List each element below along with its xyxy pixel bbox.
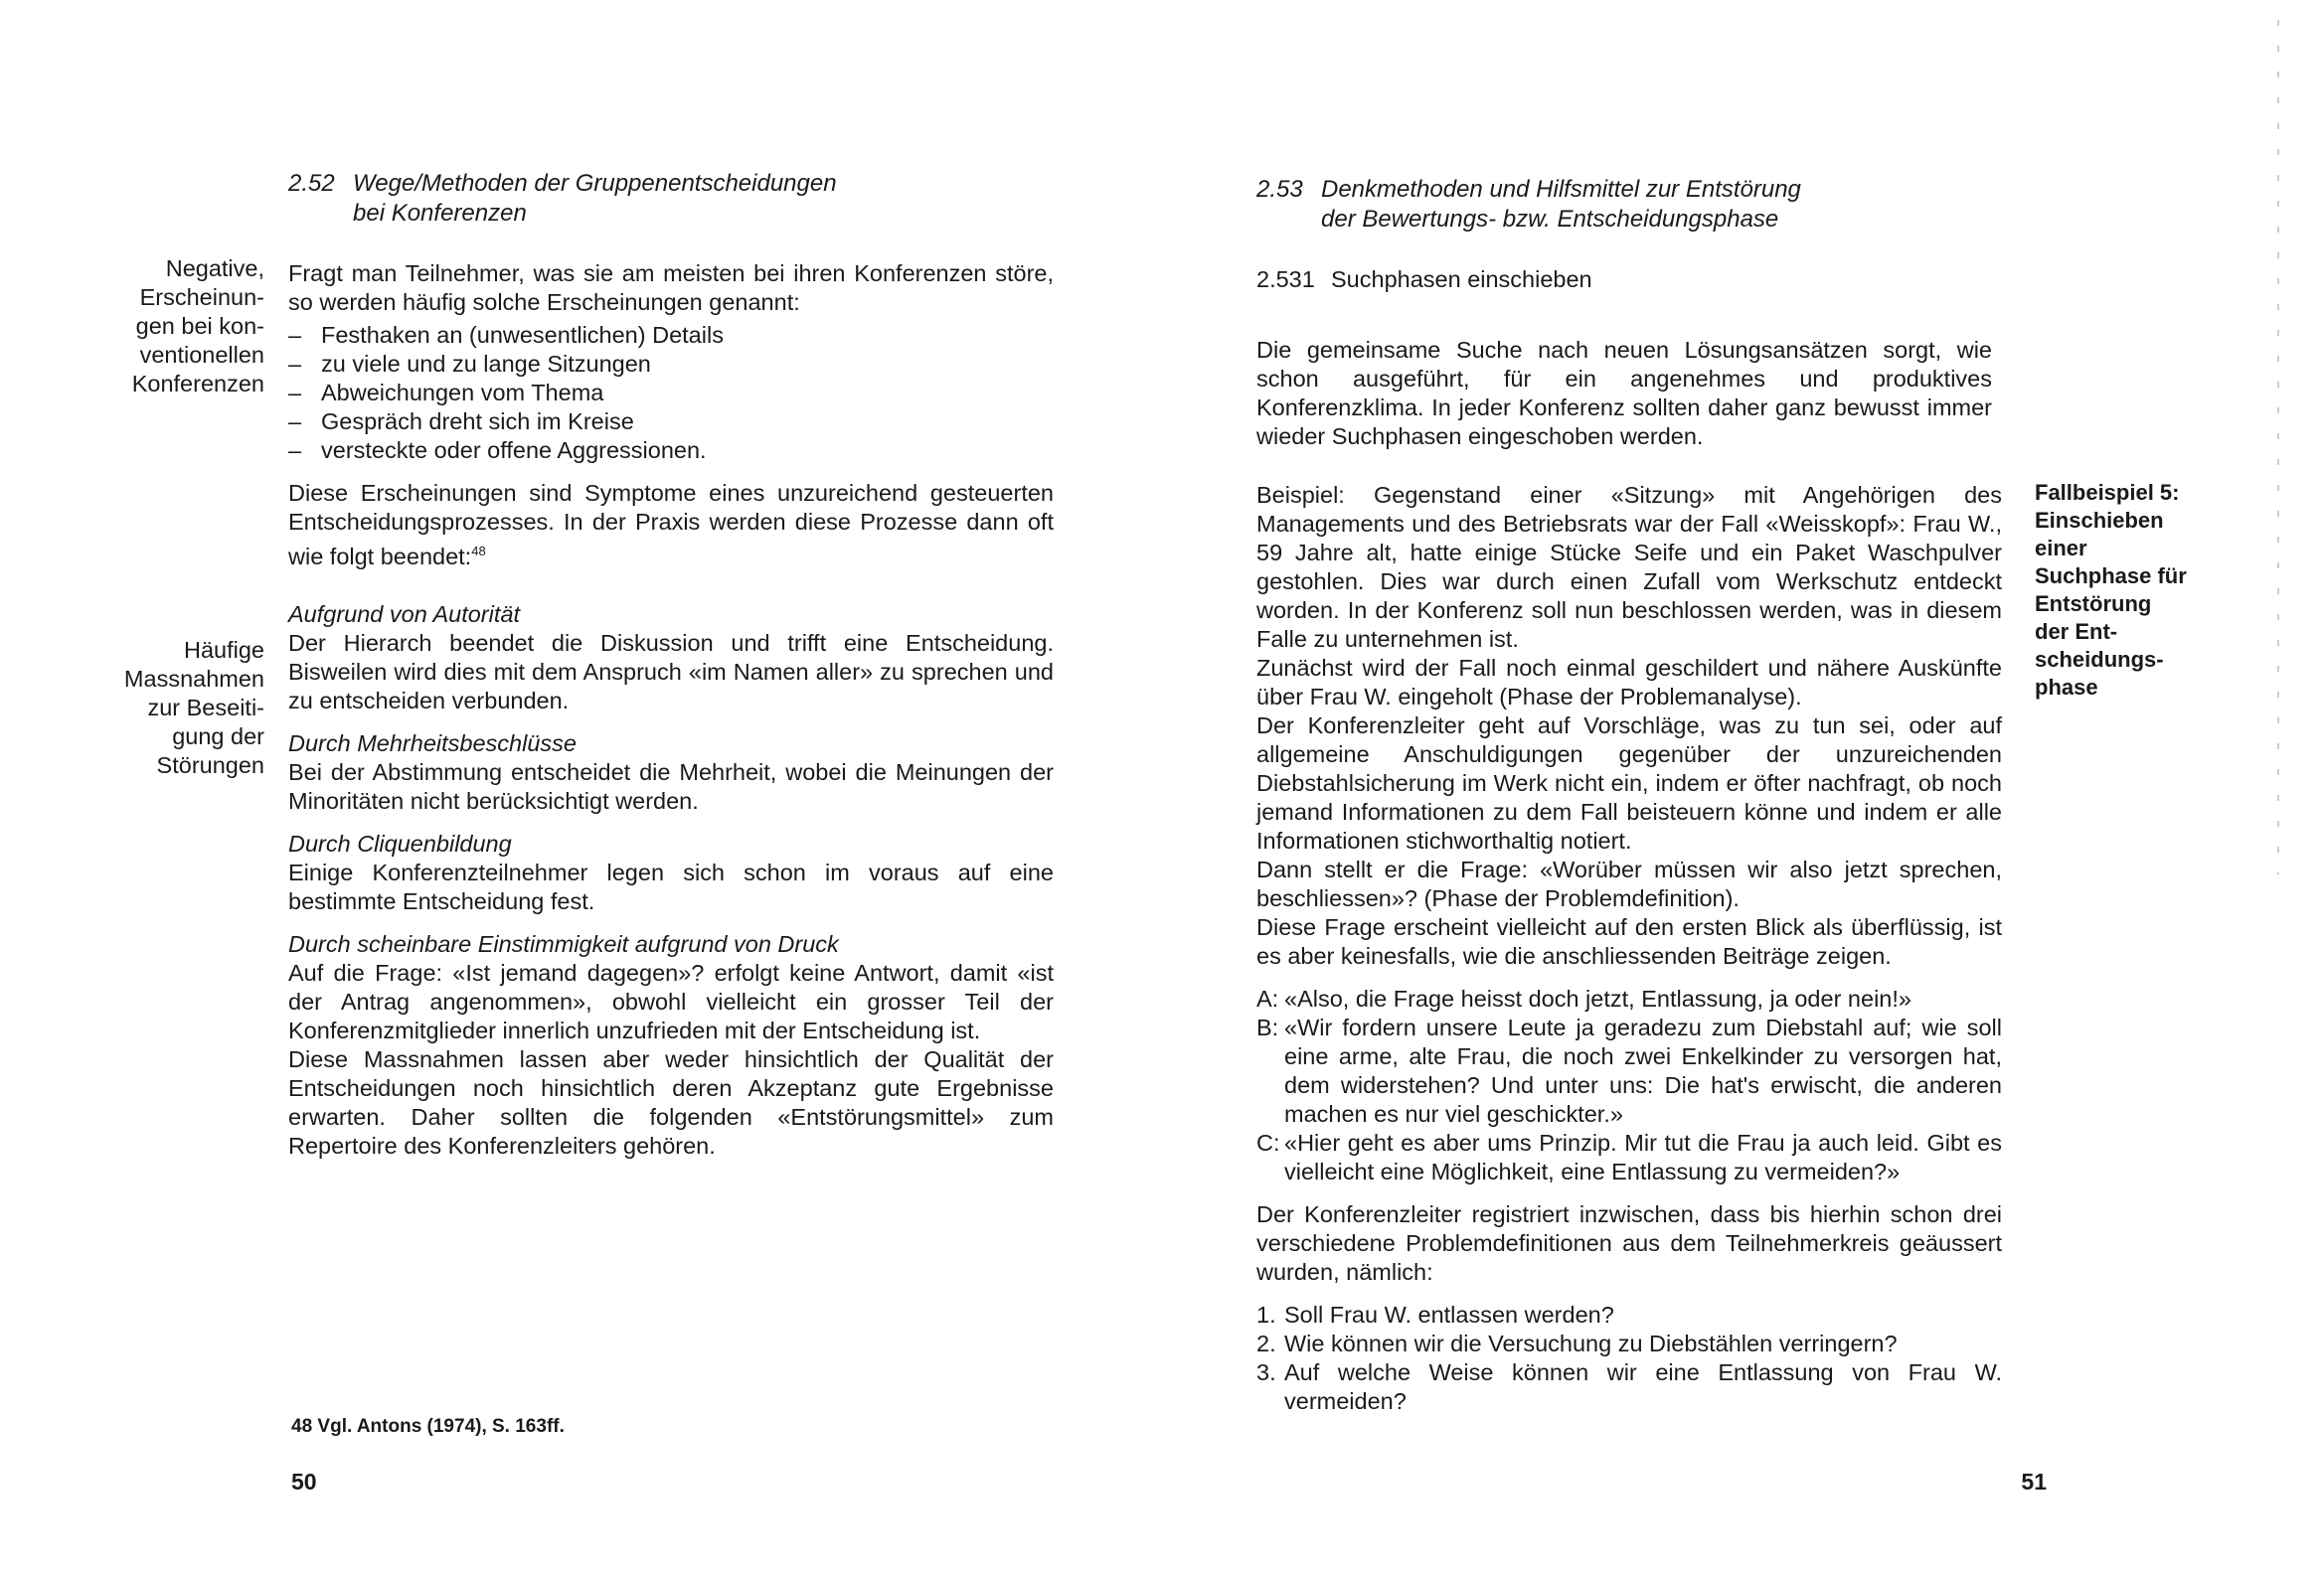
registers-paragraph: Der Konferenzleiter registriert inzwischen, dass bis hierhin schon drei verschiedene Problemdefinitionen aus dem Teilnehmerkreis geäussert wurden, nämlich: bbox=[1256, 1201, 2002, 1285]
margin-note-line: Häufige bbox=[184, 637, 264, 663]
example-paragraph: Dann stellt er die Frage: «Worüber müssen wir also jetzt sprechen, beschliessen»? (Phase der Problemdefinition). bbox=[1256, 857, 2002, 911]
scan-edge bbox=[2277, 20, 2279, 874]
case-note-line: scheidungs- bbox=[2035, 647, 2164, 672]
list-item: – Gespräch dreht sich im Kreise bbox=[288, 407, 1054, 436]
section-title-line2: der Bewertungs- bzw. Entscheidungsphase bbox=[1321, 206, 1779, 233]
example-paragraph: Diese Frage erscheint vielleicht auf den ersten Blick als überflüssig, ist es aber keinesfalls, wie die anschliessenden Beiträge zeigen. bbox=[1256, 914, 2002, 969]
symptoms-text: Diese Erscheinungen sind Symptome eines unzureichend gesteuerten Entscheidungsprozesses. In der Praxis werden diese Prozesse dann oft wie folgt beendet: bbox=[288, 480, 1054, 569]
intro-paragraph: Fragt man Teilnehmer, was sie am meisten bei ihren Konferenzen störe, so werden häufig solche Erscheinungen genannt: bbox=[288, 260, 1054, 315]
list-item: – versteckte oder offene Aggressionen. bbox=[288, 436, 1054, 465]
case-note-line: Entstörung bbox=[2035, 591, 2152, 616]
right-page bbox=[1162, 0, 2324, 1577]
quote-item bbox=[1256, 1129, 2002, 1186]
quote-label: B: bbox=[1256, 1015, 1279, 1040]
section-number: 2.52 bbox=[288, 170, 335, 197]
subsection-title: Aufgrund von Autorität bbox=[288, 600, 520, 627]
margin-note-line: Störungen bbox=[156, 752, 264, 778]
quote-label: A: bbox=[1256, 986, 1279, 1012]
closing-paragraph: Diese Massnahmen lassen aber weder hinsichtlich der Qualität der Entscheidungen noch hinsichtlich deren Akzeptanz gute Ergebnisse erwarten. Daher sollten die folgenden «Entstörungsmittel» zum Repertoire des Konferenzleiters gehören. bbox=[288, 1045, 1054, 1159]
right-intro bbox=[1256, 336, 1992, 451]
quote-text: «Also, die Frage heisst doch jetzt, Entlassung, ja oder nein!» bbox=[1284, 986, 1911, 1012]
section-number: 2.53 bbox=[1256, 176, 1303, 203]
margin-note-line: Negative, bbox=[165, 255, 264, 281]
margin-note-line: Massnahmen bbox=[123, 666, 264, 692]
definition-text: Soll Frau W. entlassen werden? bbox=[1284, 1302, 1614, 1328]
case-note-line: Suchphase für bbox=[2035, 563, 2187, 588]
margin-note-line: gen bei kon- bbox=[135, 313, 264, 339]
quote-item bbox=[1256, 1014, 2002, 1129]
margin-note-measures bbox=[60, 636, 264, 780]
list-item: – Abweichungen vom Thema bbox=[288, 379, 1054, 407]
margin-note-line: gung der bbox=[172, 723, 264, 749]
definition-item bbox=[1256, 1301, 2002, 1330]
case-note-line: phase bbox=[2035, 675, 2098, 700]
example-paragraph: Zunächst wird der Fall noch einmal geschildert und nähere Auskünfte über Frau W. eingeholt (Phase der Problemanalyse). bbox=[1256, 655, 2002, 710]
symptoms-paragraph bbox=[288, 479, 1054, 571]
definition-text: Wie können wir die Versuchung zu Diebstählen verringern? bbox=[1284, 1331, 1898, 1356]
subsection-title: Durch scheinbare Einstimmigkeit aufgrund von Druck bbox=[288, 930, 839, 957]
example-paragraph: Der Konferenzleiter geht auf Vorschläge, was zu tun sei, oder auf allgemeine Anschuldigungen gegenüber der unzureichenden Diebstahlsicherung im Werk nicht ein, indem er öfter nachfragt, ob noch jemand Informationen zu dem Fall beisteuern könne und indem er alle Informationen stichworthaltig notiert. bbox=[1256, 712, 2002, 854]
case-note-line: der Ent- bbox=[2035, 619, 2118, 644]
right-body bbox=[1256, 481, 2002, 1416]
case-note-line: Einschieben bbox=[2035, 508, 2164, 533]
section-title-line1: Denkmethoden und Hilfsmittel zur Entstörung bbox=[1321, 176, 1801, 203]
margin-note-line: ventionellen bbox=[139, 342, 264, 368]
page-number-right: 51 bbox=[2021, 1469, 2047, 1495]
definition-label: 1. bbox=[1256, 1302, 1276, 1328]
case-note-line: Fallbeispiel 5: bbox=[2035, 480, 2180, 505]
margin-note-negative bbox=[60, 254, 264, 398]
section-heading-2-53 bbox=[1256, 175, 2052, 235]
subsection-text: Auf die Frage: «Ist jemand dagegen»? erfolgt keine Antwort, damit «ist der Antrag angenommen», obwohl vielleicht ein grosser Teil der Konferenzmitglieder innerlich unzufrieden mit der Entscheidung ist. bbox=[288, 959, 1054, 1043]
quote-text: «Hier geht es aber ums Prinzip. Mir tut die Frau ja auch leid. Gibt es vielleicht eine Möglichkeit, eine Entlassung zu vermeiden?» bbox=[1284, 1130, 2002, 1184]
quote-list bbox=[1256, 985, 2002, 1186]
quote-item bbox=[1256, 985, 2002, 1014]
section-title-line1: Wege/Methoden der Gruppenentscheidungen bbox=[353, 170, 837, 197]
definition-label: 2. bbox=[1256, 1331, 1276, 1356]
subheading-2-531 bbox=[1256, 265, 1592, 294]
example-paragraph: Beispiel: Gegenstand einer «Sitzung» mit Angehörigen des Managements und des Betriebsrats war der Fall «Weisskopf»: Frau W., 59 Jahre alt, hatte einige Stücke Seife und ein Paket Waschpulver gestohlen. Dies war durch einen Zufall vom Werkschutz entdeckt worden. In der Konferenz soll nun beschlossen werden, was in diesem Falle zu unternehmen ist. bbox=[1256, 482, 2002, 652]
definition-list bbox=[1256, 1301, 2002, 1416]
footnote-reference: 48 bbox=[471, 544, 486, 558]
quote-label: C: bbox=[1256, 1130, 1280, 1156]
subsection-title: Durch Mehrheitsbeschlüsse bbox=[288, 729, 577, 756]
disturbance-list bbox=[288, 321, 1054, 465]
margin-note-line: Konferenzen bbox=[131, 371, 264, 396]
subsection-text: Bei der Abstimmung entscheidet die Mehrheit, wobei die Meinungen der Minoritäten nicht berücksichtigt werden. bbox=[288, 758, 1054, 814]
case-note-line: einer bbox=[2035, 536, 2087, 560]
case-study-note bbox=[2035, 479, 2234, 702]
definition-label: 3. bbox=[1256, 1359, 1276, 1385]
footnote: 48 Vgl. Antons (1974), S. 163ff. bbox=[291, 1416, 565, 1437]
subsection-title: Durch Cliquenbildung bbox=[288, 830, 512, 857]
subsection-text: Der Hierarch beendet die Diskussion und trifft eine Entscheidung. Bisweilen wird dies mit dem Anspruch «im Namen aller» zu sprechen und zu entscheiden verbunden. bbox=[288, 629, 1054, 713]
list-item: – Festhaken an (unwesentlichen) Details bbox=[288, 321, 1054, 350]
definition-text: Auf welche Weise können wir eine Entlassung von Frau W. vermeiden? bbox=[1284, 1359, 2002, 1414]
list-item: – zu viele und zu lange Sitzungen bbox=[288, 350, 1054, 379]
section-heading-2-52 bbox=[288, 169, 1004, 229]
subsection-title: Suchphasen einschieben bbox=[1331, 266, 1592, 292]
definition-item bbox=[1256, 1358, 2002, 1416]
subsection-number: 2.531 bbox=[1256, 266, 1315, 292]
margin-note-line: Erscheinun- bbox=[139, 284, 264, 310]
quote-text: «Wir fordern unsere Leute ja geradezu zum Diebstahl auf; wie soll eine arme, alte Frau, die noch zwei Enkelkinder zu versorgen hat, dem widerstehen? Und unter uns: Die hat's erwischt, die anderen machen es nur viel geschickter.» bbox=[1284, 1015, 2002, 1127]
left-body bbox=[288, 259, 1054, 1161]
intro-paragraph: Die gemeinsame Suche nach neuen Lösungsansätzen sorgt, wie schon ausgeführt, für ein angenehmes und produktives Konferenzklima. In jeder Konferenz sollten daher ganz bewusst immer wieder Suchphasen eingeschoben werden. bbox=[1256, 337, 1992, 449]
subsection-text: Einige Konferenzteilnehmer legen sich schon im voraus auf eine bestimmte Entscheidung fest. bbox=[288, 859, 1054, 914]
definition-item bbox=[1256, 1330, 2002, 1358]
page-number-left: 50 bbox=[291, 1469, 317, 1495]
section-title-line2: bei Konferenzen bbox=[353, 200, 527, 227]
margin-note-line: zur Beseiti- bbox=[147, 695, 264, 720]
